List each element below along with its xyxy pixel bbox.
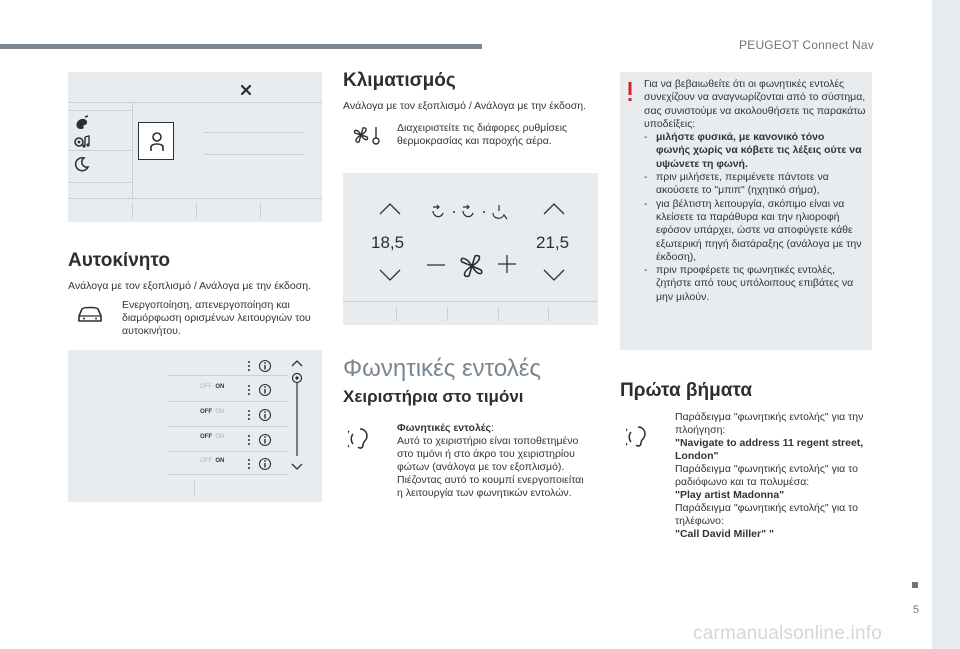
car-section-desc bbox=[122, 299, 322, 338]
note-item-line: ζητήστε από τους υπόλοιπους επιβάτες να bbox=[656, 277, 854, 290]
info-icon[interactable] bbox=[258, 433, 272, 447]
toggle-on-label: ON bbox=[215, 434, 225, 440]
toggle-off-label: OFF bbox=[200, 409, 212, 415]
temp-right-value: 21,5 bbox=[536, 233, 570, 252]
settings-screen-panel bbox=[68, 72, 322, 222]
example-line: ραδιόφωνο και τα πολυμέσα: bbox=[675, 476, 810, 488]
note-intro-line: συνεχίζουν να αναγνωρίζονται από το σύστημα, bbox=[644, 91, 866, 104]
note-intro-line: υποδείξεις: bbox=[644, 117, 696, 130]
note-item-line: φωνής χωρίς να κόβετε τις λέξεις ούτε να bbox=[656, 144, 862, 157]
voice-desc-line: φώτων (ανάλογα με τον εξοπλισμό). bbox=[397, 461, 565, 473]
temp-left-up-button[interactable] bbox=[379, 203, 401, 215]
toggle-on-label: ON bbox=[215, 409, 225, 415]
info-icon[interactable] bbox=[258, 383, 272, 397]
example-line: πλοήγηση: bbox=[675, 424, 726, 436]
note-item-line: κλείσετε τα παράθυρα και την ηλιοροφή bbox=[656, 210, 840, 223]
note-item-line: υψώνετε τη φωνή. bbox=[656, 157, 748, 170]
page-marker bbox=[912, 582, 918, 588]
toggle-off-label: OFF bbox=[200, 434, 212, 440]
climate-section-intro: Ανάλογα με τον εξοπλισμό / Ανάλογα με την έκδοση. bbox=[343, 100, 586, 112]
temp-right-up-button[interactable] bbox=[543, 203, 565, 215]
example-line: Παράδειγμα "φωνητικής εντολής" για το bbox=[675, 463, 858, 475]
temp-left-down-button[interactable] bbox=[379, 269, 401, 281]
temp-left-value: 18,5 bbox=[371, 233, 405, 252]
example-command: "Navigate to address 11 regent street, bbox=[675, 437, 864, 449]
toggle-switch-2[interactable] bbox=[200, 409, 224, 415]
climate-section-heading: Κλιματισμός bbox=[343, 70, 456, 91]
note-item-line: μιλήστε φυσικά, με κανονικό τόνο bbox=[656, 131, 825, 144]
first-steps-heading: Πρώτα βήματα bbox=[620, 380, 753, 401]
voice-command-icon bbox=[348, 424, 378, 452]
more-options-icon[interactable] bbox=[247, 458, 251, 470]
note-item-line: εξωτερική πηγή διατάραξης (ανάλογα με την bbox=[656, 237, 862, 250]
toggle-on-label: ON bbox=[215, 384, 225, 390]
info-icon[interactable] bbox=[258, 408, 272, 422]
warning-icon bbox=[628, 82, 631, 100]
voice-section-desc bbox=[397, 422, 602, 500]
voice-tips-note bbox=[620, 72, 872, 350]
car-desc-line: αυτοκινήτου. bbox=[122, 325, 181, 337]
page-number: 5 bbox=[912, 604, 919, 616]
header-title: PEUGEOT Connect Nav bbox=[739, 38, 874, 52]
info-icon[interactable] bbox=[258, 359, 272, 373]
note-list bbox=[644, 131, 866, 304]
example-line: Παράδειγμα "φωνητικής εντολής" για την bbox=[675, 411, 864, 423]
palette-icon[interactable] bbox=[74, 115, 90, 131]
gear-music-icon[interactable] bbox=[73, 134, 91, 150]
car-section-intro: Ανάλογα με τον εξοπλισμό / Ανάλογα με την έκδοση. bbox=[68, 280, 311, 292]
voice-desc-colon: : bbox=[490, 422, 494, 434]
voice-desc-title-line bbox=[397, 422, 602, 435]
note-item-line: έκδοση), bbox=[656, 250, 697, 263]
climate-screen-panel bbox=[343, 173, 598, 325]
toggle-switch-1[interactable] bbox=[200, 384, 224, 390]
climate-section-desc bbox=[397, 122, 602, 148]
toggle-switch-3[interactable] bbox=[200, 434, 224, 440]
note-text bbox=[644, 78, 866, 304]
header-bar bbox=[0, 44, 482, 49]
voice-desc-line: Αυτό το χειριστήριο είναι τοποθετημένο bbox=[397, 435, 579, 447]
climate-desc-line: θερμοκρασίας και παροχής αέρα. bbox=[397, 135, 552, 147]
note-list-item bbox=[644, 264, 866, 304]
climate-desc-line: Διαχειριστείτε τις διάφορες ρυθμίσεις bbox=[397, 122, 568, 134]
car-icon bbox=[76, 304, 104, 324]
fan-temperature-icon bbox=[350, 124, 382, 146]
example-command: "Call David Miller" " bbox=[675, 528, 774, 540]
example-line: τηλέφωνο: bbox=[675, 515, 724, 527]
info-icon[interactable] bbox=[258, 457, 272, 471]
voice-desc-line: στο τιμόνι ή στο άκρο του χειριστηρίου bbox=[397, 448, 575, 460]
watermark: carmanualsonline.info bbox=[692, 623, 882, 644]
close-icon[interactable] bbox=[240, 84, 252, 96]
toggle-switch-4[interactable] bbox=[200, 458, 224, 464]
note-item-line: εφόσον υπάρχει, ώστε να αποφύγετε κάθε bbox=[656, 224, 853, 237]
note-item-line: πριν μιλήσετε, περιμένετε πάντοτε να bbox=[656, 171, 829, 184]
note-list-item bbox=[644, 171, 866, 198]
voice-section-heading: Φωνητικές εντολές bbox=[343, 355, 541, 382]
air-distribution-icons[interactable] bbox=[429, 203, 519, 221]
note-item-line: ακούσετε το "μπιπ" (ηχητικό σήμα), bbox=[656, 184, 820, 197]
more-options-icon[interactable] bbox=[247, 409, 251, 421]
more-options-icon[interactable] bbox=[247, 434, 251, 446]
voice-command-icon bbox=[626, 422, 656, 450]
car-desc-line: διαμόρφωση ορισμένων λειτουργιών του bbox=[122, 312, 311, 324]
voice-desc-line: η λειτουργία των φωνητικών εντολών. bbox=[397, 487, 572, 499]
steering-controls-heading: Χειριστήρια στο τιμόνι bbox=[343, 387, 524, 406]
moon-icon[interactable] bbox=[74, 156, 90, 172]
temp-right-down-button[interactable] bbox=[543, 269, 565, 281]
note-item-line: μην μιλούν. bbox=[656, 290, 710, 303]
fan-icon bbox=[455, 251, 489, 281]
note-intro-line: Για να βεβαιωθείτε ότι οι φωνητικές εντολές bbox=[644, 78, 845, 90]
fan-increase-button[interactable] bbox=[498, 255, 516, 273]
more-options-icon[interactable] bbox=[247, 384, 251, 396]
example-command: London" bbox=[675, 450, 719, 462]
note-intro-line: σας συνιστούμε να ακολουθήσετε τις παρακάτω bbox=[644, 104, 866, 117]
more-options-icon[interactable] bbox=[247, 360, 251, 372]
example-command: "Play artist Madonna" bbox=[675, 489, 785, 501]
car-desc-line: Ενεργοποίηση, απενεργοποίηση και bbox=[122, 299, 290, 311]
voice-desc-line: Πιέζοντας αυτό το κουμπί ενεργοποιείται bbox=[397, 474, 584, 486]
note-list-item bbox=[644, 131, 866, 171]
first-steps-examples bbox=[675, 411, 870, 541]
example-line: Παράδειγμα "φωνητικής εντολής" για το bbox=[675, 502, 858, 514]
car-section-heading: Αυτοκίνητο bbox=[68, 250, 170, 271]
vehicle-functions-panel bbox=[68, 350, 322, 502]
toggle-off-label: OFF bbox=[200, 384, 212, 390]
profile-button[interactable] bbox=[138, 122, 174, 160]
note-item-line: πριν προφέρετε τις φωνητικές εντολές, bbox=[656, 264, 836, 277]
voice-desc-title: Φωνητικές εντολές bbox=[397, 422, 491, 434]
side-strip bbox=[932, 0, 960, 649]
toggle-on-label: ON bbox=[215, 458, 225, 464]
toggle-off-label: OFF bbox=[200, 458, 212, 464]
fan-decrease-button[interactable] bbox=[427, 264, 445, 266]
note-item-line: για βέλτιστη λειτουργία, σκόπιμο είναι να bbox=[656, 197, 845, 210]
scrollbar[interactable] bbox=[290, 360, 304, 470]
note-list-item bbox=[644, 198, 866, 264]
